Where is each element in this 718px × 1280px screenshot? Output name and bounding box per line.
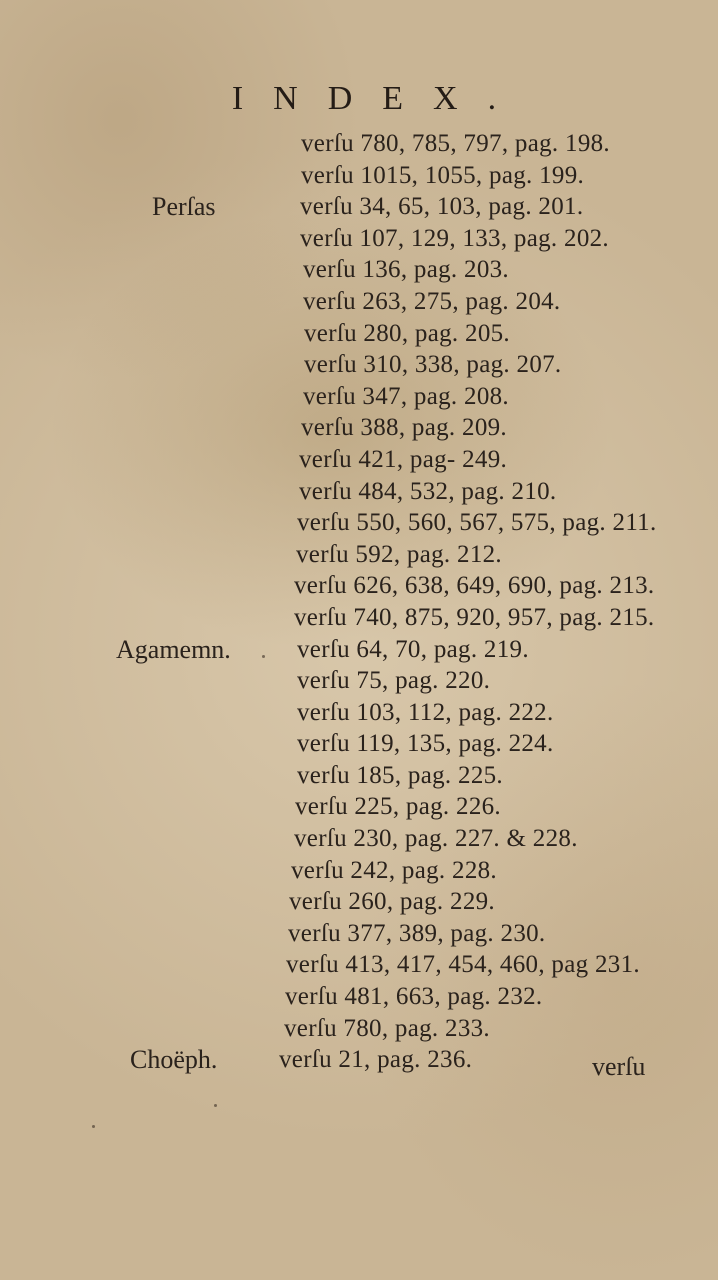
index-row xyxy=(0,412,718,444)
index-row xyxy=(0,318,718,350)
verse-reference: verſu 119, 135, pag. 224. xyxy=(297,730,554,758)
index-row xyxy=(0,476,718,508)
index-row xyxy=(0,160,718,192)
ink-speck xyxy=(92,1125,95,1128)
verse-reference: verſu 280, pag. 205. xyxy=(304,319,510,347)
ink-speck xyxy=(262,655,265,658)
index-row xyxy=(0,791,718,823)
index-row xyxy=(0,191,718,223)
verse-reference: verſu 64, 70, pag. 219. xyxy=(297,635,529,663)
index-row xyxy=(0,886,718,918)
verse-reference: verſu 260, pag. 229. xyxy=(289,888,495,916)
index-row xyxy=(0,381,718,413)
index-row xyxy=(0,949,718,981)
section-label: Choëph. xyxy=(130,1045,218,1075)
index-row xyxy=(0,728,718,760)
index-row xyxy=(0,570,718,602)
ink-speck xyxy=(214,1104,217,1107)
index-row xyxy=(0,634,718,666)
verse-reference: verſu 75, pag. 220. xyxy=(297,667,491,695)
index-row xyxy=(0,254,718,286)
index-row xyxy=(0,665,718,697)
verse-reference: verſu 263, 275, pag. 204. xyxy=(303,287,561,315)
verse-reference: verſu 21, pag. 236. xyxy=(279,1046,473,1074)
index-row xyxy=(0,760,718,792)
verse-reference: verſu 592, pag. 212. xyxy=(296,540,502,568)
index-row xyxy=(0,602,718,634)
index-row xyxy=(0,855,718,887)
index-row xyxy=(0,918,718,950)
section-label: Perſas xyxy=(152,192,216,222)
verse-reference: verſu 310, 338, pag. 207. xyxy=(304,351,562,379)
index-row xyxy=(0,697,718,729)
index-row xyxy=(0,128,718,160)
index-row xyxy=(0,1013,718,1045)
index-row xyxy=(0,223,718,255)
verse-reference: verſu 421, pag- 249. xyxy=(299,445,508,473)
index-row xyxy=(0,507,718,539)
verse-reference: verſu 242, pag. 228. xyxy=(291,856,497,884)
verse-reference: verſu 481, 663, pag. 232. xyxy=(285,983,543,1011)
verse-reference: verſu 103, 112, pag. 222. xyxy=(297,698,554,726)
verse-reference: verſu 230, pag. 227. & 228. xyxy=(294,825,578,853)
verse-reference: verſu 626, 638, 649, 690, pag. 213. xyxy=(294,572,655,600)
verse-reference: verſu 780, pag. 233. xyxy=(284,1014,490,1042)
verse-reference: verſu 34, 65, 103, pag. 201. xyxy=(300,193,584,221)
index-row xyxy=(0,286,718,318)
verse-reference: verſu 107, 129, 133, pag. 202. xyxy=(300,224,609,252)
section-label: Agamemn. xyxy=(116,634,231,664)
verse-reference: verſu 377, 389, pag. 230. xyxy=(288,919,546,947)
verse-reference: verſu 413, 417, 454, 460, pag 231. xyxy=(286,951,640,979)
verse-reference: verſu 740, 875, 920, 957, pag. 215. xyxy=(294,603,655,631)
verse-reference: verſu 136, pag. 203. xyxy=(303,256,509,284)
index-entries xyxy=(0,128,718,1076)
verse-reference: verſu 185, pag. 225. xyxy=(297,761,503,789)
verse-reference: verſu 225, pag. 226. xyxy=(295,793,501,821)
verse-reference: verſu 347, pag. 208. xyxy=(303,382,509,410)
verse-reference: verſu 1015, 1055, pag. 199. xyxy=(301,161,585,189)
verse-reference: verſu 484, 532, pag. 210. xyxy=(299,477,557,505)
index-row xyxy=(0,823,718,855)
verse-reference: verſu 780, 785, 797, pag. 198. xyxy=(301,130,610,157)
index-row xyxy=(0,539,718,571)
page-header: INDEX. xyxy=(231,80,527,117)
index-row xyxy=(0,981,718,1013)
catchword: verſu xyxy=(592,1052,646,1081)
verse-reference: verſu 550, 560, 567, 575, pag. 211. xyxy=(297,509,657,537)
index-row xyxy=(0,444,718,476)
index-row xyxy=(0,349,718,381)
verse-reference: verſu 388, pag. 209. xyxy=(301,414,507,442)
